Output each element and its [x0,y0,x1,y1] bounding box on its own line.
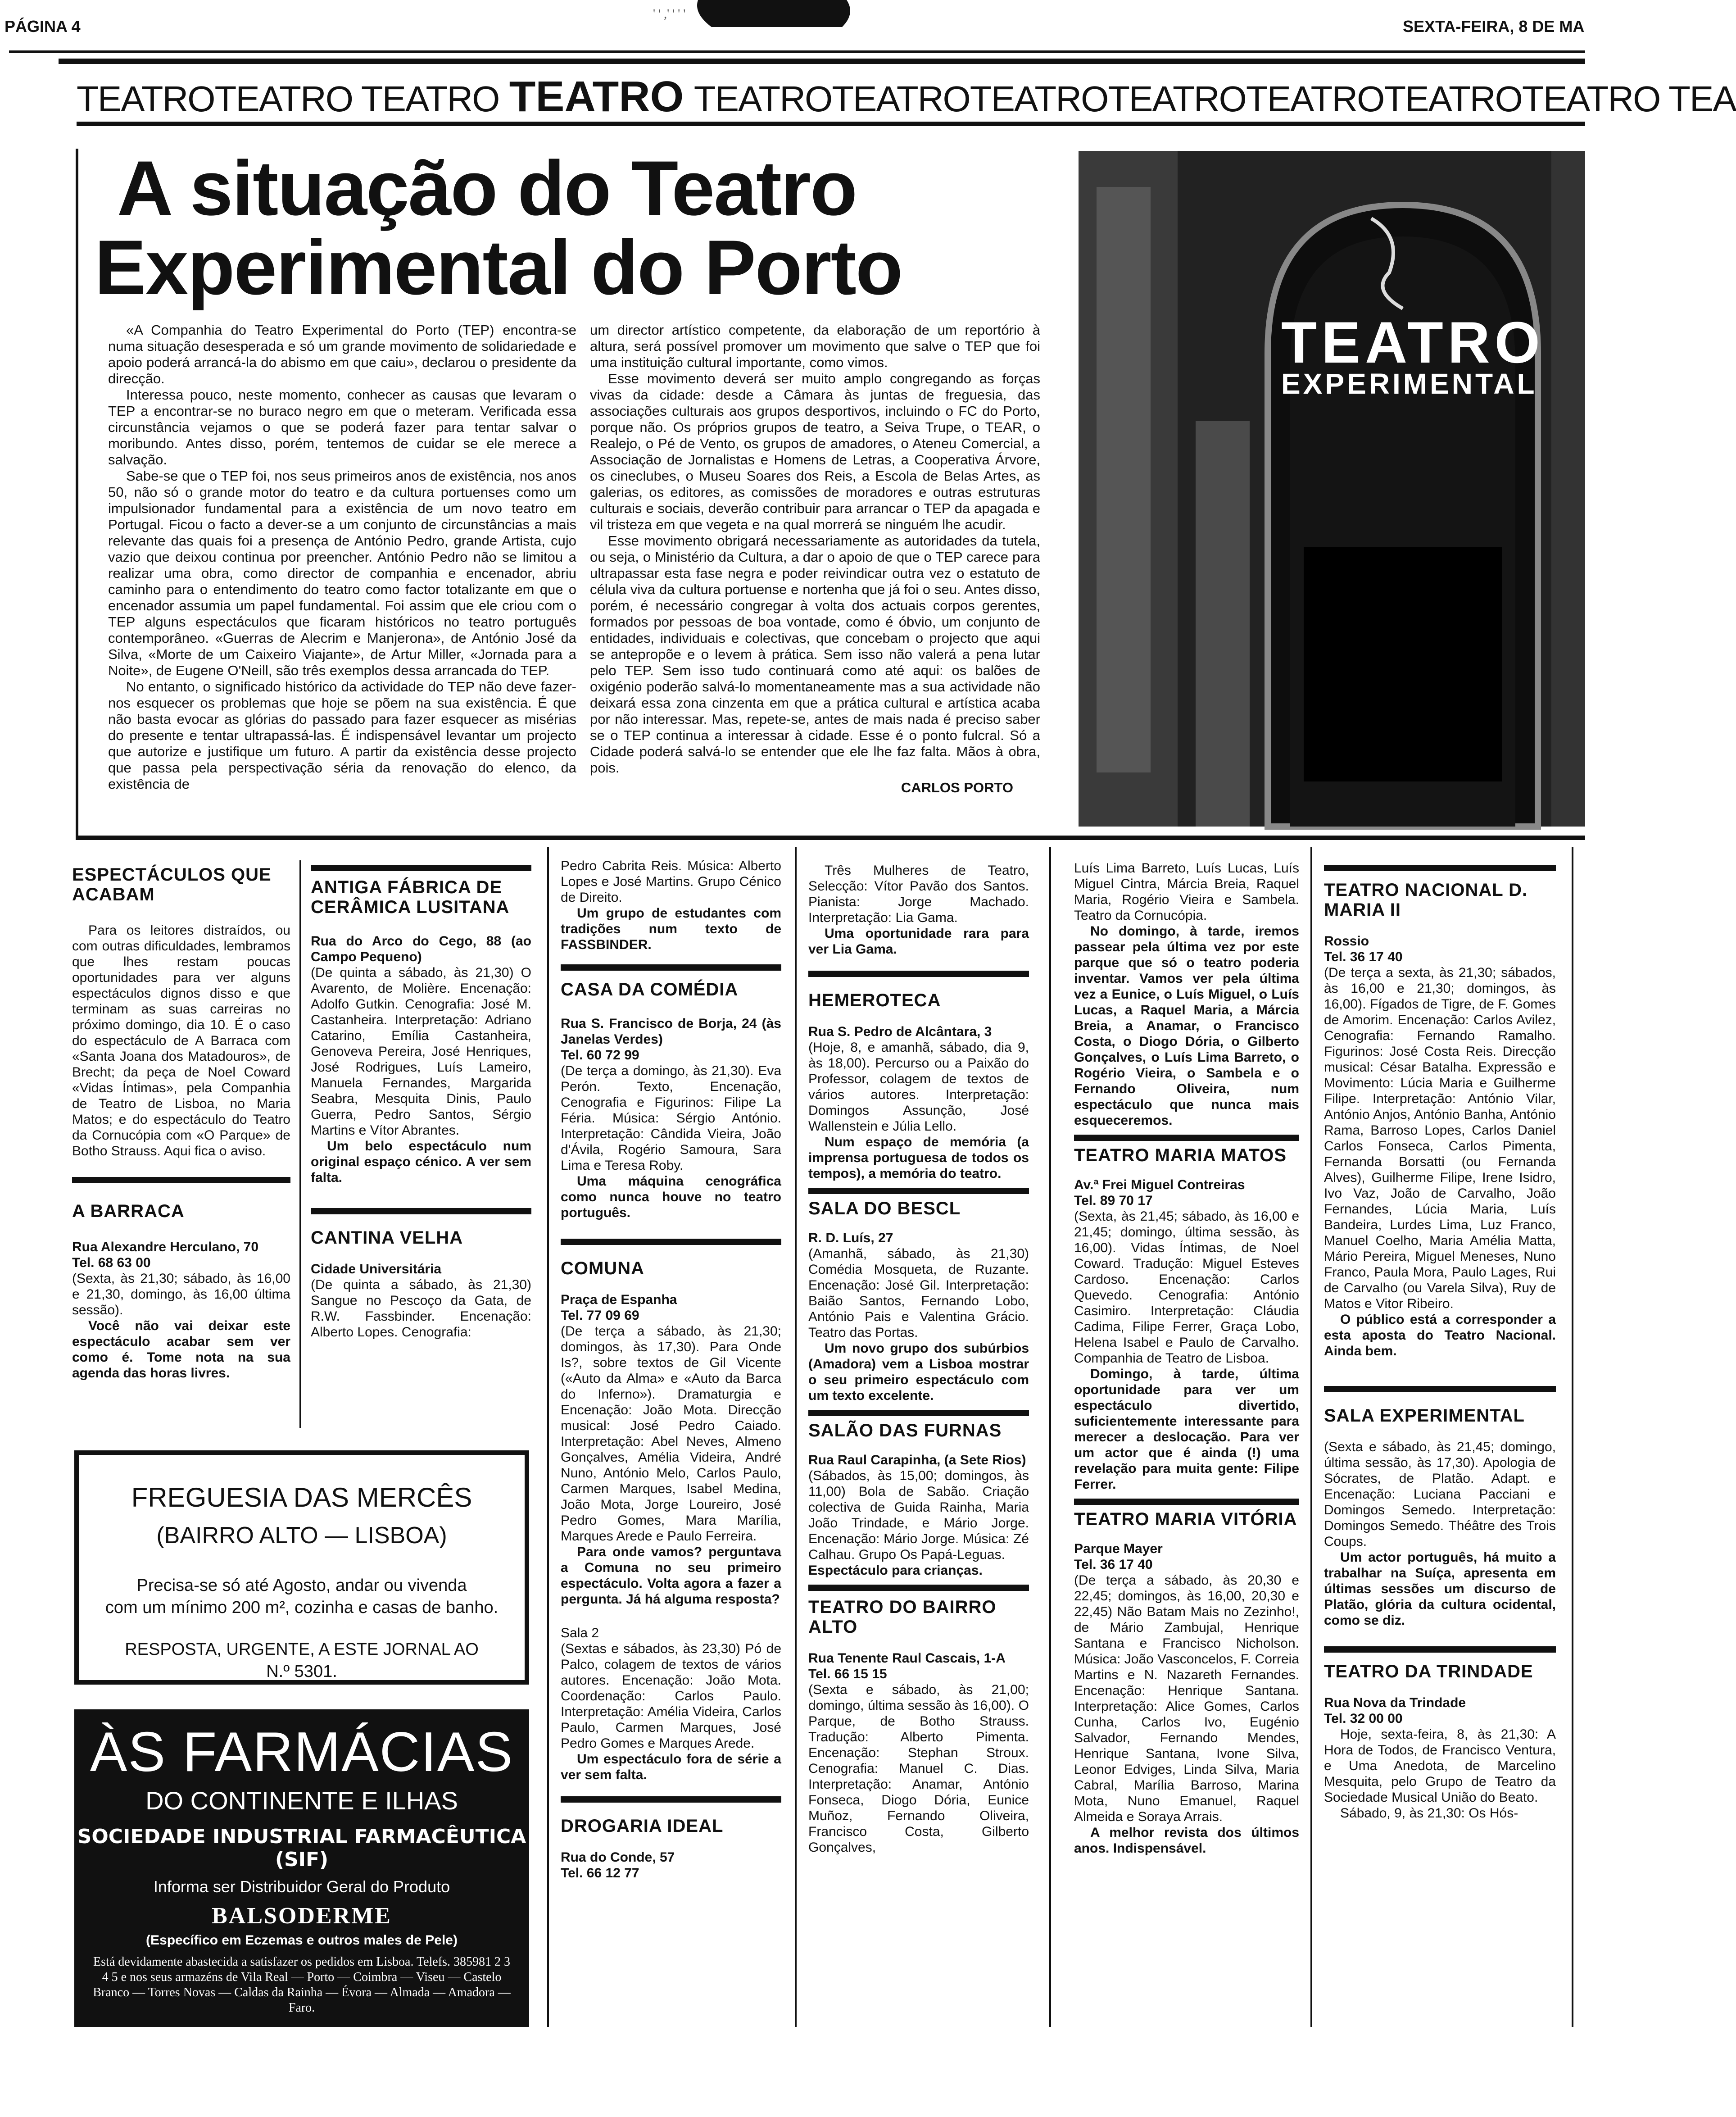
banner-right: TEATROTEATROTEATROTEATROTEATROTEATROTEATRO TEA [693,79,1736,119]
listing-text: (De terça a sábado, às 21,30; domingos, às 17,30). Para Onde Is?, sobre textos de Gil Vicente («Auto da Alma» e «Auto da Barca do Inferno»). Dramaturgia e Encenação: João Mota. Direcção musical: José Pedro Caiado. Interpretação: Abel Neves, Almeno Gonçalves, Amélia Videira, André Nuno, António Melo, Carlos Paulo, Carmen Marques, Isabel Medina, João Mota, Jorge Loureiro, José Pedro Gomes, Mara Marília, Marques Arede e Paulo Ferreira. [561,1324,781,1544]
ad-farm-t2: DO CONTINENTE E ILHAS [145,1786,458,1815]
listing-note: A melhor revista dos últimos anos. Indispensável. [1074,1825,1299,1856]
section-title: ESPECTÁCULOS QUE ACABAM [72,865,272,904]
listing-text: (Sextas e sábados, às 23,30) Pó de Palco, colagem de textos de vários autores. Encenação: João Mota. Coordenação: Carlos Paulo. Interpretação: Amélia Videira, Carlos Paulo, Carmen Marques, José Pedro Gomes e Marques Arede. [561,1641,781,1751]
masthead-logo-icon [644,0,905,32]
masthead-logo [644,0,905,32]
listing-text: (Hoje, 8, e amanhã, sábado, dia 9, às 18,00). Percurso ou a Paixão do Professor, colagem de textos de vários autores. Interpretação: Domingos Assunção, José Wallenstein e Júlia Lello. [808,1040,1029,1134]
listing-address: Cidade Universitária [311,1262,442,1277]
listing-phone: Tel. 36 17 40 [1324,949,1403,964]
article-col-2 [590,322,1040,796]
listing-col-2 [311,865,531,1340]
listing-text: Hoje, sexta-feira, 8, às 21,30: A Hora de Todos, de Francisco Ventura, e Uma Anedota, de Marcelino Mesquita, pelo Grupo de Teatro da Sociedade Musical União do Beato. [1324,1727,1556,1805]
listing-address: Av.ª Frei Miguel Contreiras [1074,1177,1245,1192]
section-title: TEATRO NACIONAL D. MARIA II [1324,880,1528,920]
listing-col-3 [561,858,781,1881]
section-bar [1074,1499,1299,1505]
listing-address: Rua do Conde, 57 [561,1850,675,1865]
listing-phone: Tel. 89 70 17 [1074,1193,1153,1208]
listing-note: Domingo, à tarde, última oportunidade para ver um espectáculo divertido, suficientemente interessante para merecer a deslocação. Para ver um actor que é ainda (!) uma revelação para muita gente: Filipe Ferrer. [1074,1367,1299,1492]
article-para: «A Companhia do Teatro Experimental do Porto (TEP) encontra-se numa situação desesperada e só um grande movimento de solidariedade e apoio poderá arrancá-la do abismo em que caiu», declarou o presidente da direcção. [108,322,576,386]
listing-text: Sábado, 9, às 21,30: Os Hós- [1340,1806,1518,1821]
section-bar [1074,1135,1299,1141]
column-divider [1049,847,1051,2027]
listing-note: Um espectáculo fora de série a ver sem falta. [561,1752,781,1782]
page-date: SEXTA-FEIRA, 8 DE MA [1403,17,1585,36]
listing-text: (De quinta a sábado, às 21,30) O Avarento, de Molière. Encenação: Adolfo Gutkin. Cenografia: José M. Castanheira. Interpretação: Adriano Catarino, Emília Castanheira, Genoveva Pereira, José Henriques, José Rodrigues, Luís Lameiro, Manuela Fernandes, Margarida Seabra, Mesquita Dinis, Paulo Guerra, Pedro Santos, Sérgio Martins e Vítor Abrantes. [311,965,531,1138]
listing-col-5 [1074,860,1299,1856]
listing-text: Luís Lima Barreto, Luís Lucas, Luís Miguel Cintra, Márcia Breia, Raquel Maria, Rogério Vieira e Sambela. Teatro da Cornucópia. [1074,861,1299,923]
listing-address: Rua do Arco do Cego, 88 (ao Campo Pequeno) [311,934,531,964]
ad-merces-l1: Precisa-se só até Agosto, andar ou vivenda [136,1576,467,1595]
section-title: A BARRACA [72,1201,185,1221]
listing-note: Um actor português, há muito a trabalhar na Suíça, apresenta em últimas sessões um discurso de Platão, glória da cultura ocidental, como se diz. [1324,1550,1556,1628]
section-bar [808,1410,1029,1416]
section-bar [808,1585,1029,1591]
article-para: No entanto, o significado histórico da actividade do TEP não deve fazer-nos esquecer os problemas que hoje se põem na sua existência. É que não basta evocar as glórias do passado para fazer esquecer as misérias do presente e tentar ultrapassá-las. É indispensável levantar um projecto que autorize e justifique um futuro. A partir da existência desse projecto que passa pela perspectivação séria da renovação do elenco, da existência de [108,679,576,792]
headline-line-2: Experimental do Porto [95,224,902,311]
section-title: ANTIGA FÁBRICA DE CERÂMICA LUSITANA [311,877,510,917]
section-title: COMUNA [561,1258,644,1278]
listing-phone: Tel. 66 12 77 [561,1866,639,1881]
listing-text: (Sábados, às 15,00; domingos, às 11,00) Bola de Sabão. Criação colectiva de Guida Rainha, Maria João Trindade, e Mário Jorge. Encenação: Mário Jorge. Música: Zé Calhau. Grupo Os Papá-Leguas. [808,1468,1029,1562]
listing-text: (De quinta a sábado, às 21,30) Sangue no Pescoço da Gata, de R.W. Fassbinder. Encenação: Alberto Lopes. Cenografia: [311,1277,531,1340]
section-bar [808,1188,1029,1194]
headline [95,145,1040,311]
listing-note: Um grupo de estudantes com tradições num texto de FASSBINDER. [561,906,781,952]
article-para: um director artístico competente, da elaboração de um reportório à altura, será possível promover um movimento que salve o TEP que foi uma instituição cultural importante, como vimos. [590,322,1040,370]
listing-phone: Tel. 32 00 00 [1324,1711,1403,1726]
section-title: TEATRO DA TRINDADE [1324,1662,1533,1681]
section-title: TEATRO DO BAIRRO ALTO [808,1597,997,1637]
listing-text: (De terça a domingo, às 21,30). Eva Perón. Texto, Encenação, Cenografia e Figurinos: Filipe La Féria. Música: Sérgio António. Interpretação: Cândida Vieira, João d'Ávila, Rogério Samoura, Sara Lima e Teresa Roby. [561,1063,781,1173]
article-para: Interessa pouco, neste momento, conhecer as causas que levaram o TEP a encontrar-se no buraco negro em que o meteram. Verificada essa circunstância vejamos o que se poderá fazer para tentar salvar o moribundo. Antes disso, porém, tentemos de cuidar se ele merece a salvação. [108,387,576,468]
section-bar [311,865,531,871]
section-title: DROGARIA IDEAL [561,1816,724,1836]
column-divider [795,847,797,2027]
section-bar [561,1796,781,1803]
listing-address: Rua Raul Carapinha, (a Sete Rios) [808,1453,1026,1467]
section-title: TEATRO MARIA MATOS [1074,1145,1287,1165]
ad-farm-t5: BALSODERME [212,1903,392,1929]
listing-address: R. D. Luís, 27 [808,1231,893,1245]
listing-address: Rua S. Francisco de Borja, 24 (às Janelas Verdes) [561,1016,781,1047]
section-bar [561,1239,781,1245]
listing-address: Rua Alexandre Herculano, 70 [72,1240,259,1254]
banner-main: TEATRO [509,73,684,121]
section-title: CASA DA COMÉDIA [561,980,739,999]
ad-merces-l2: com um mínimo 200 m², cozinha e casas de banho. [105,1598,499,1617]
article-bottom-rule [76,836,1585,840]
teatro-photo [1079,151,1585,827]
listing-note: Você não vai deixar este espectáculo acabar sem ver como é. Tome nota na sua agenda das horas livres. [72,1318,290,1381]
section-bar [1324,1386,1556,1392]
section-bar [561,964,781,971]
article-col-1 [108,322,576,792]
header-rule-top [9,50,1585,53]
listing-note: Um belo espectáculo num original espaço cénico. A ver sem falta. [311,1139,531,1185]
section-title: CANTINA VELHA [311,1228,463,1248]
listing-address: Parque Mayer [1074,1541,1163,1556]
section-bar [808,971,1029,977]
listing-col-1 [72,865,290,1381]
page-number: PÁGINA 4 [5,17,81,36]
column-divider [299,860,301,1428]
column-divider [1572,847,1573,2027]
ad-merces-sub: (BAIRRO ALTO — LISBOA) [156,1522,447,1549]
listing-note: Espectáculo para crianças. [808,1563,983,1578]
section-bar [1324,865,1556,871]
listing-phone: Tel. 68 63 00 [72,1255,151,1270]
banner-left: TEATROTEATRO TEATRO [77,79,499,119]
listing-note: No domingo, à tarde, iremos passear pela última vez por este parque que só o teatro poderia inventar. Vamos ver pela última vez a Eunice, o Luís Miguel, o Luís Lucas, a Raquel Maria, a Márcia Breia, a Anamar, o Francisco Costa, o Diogo Dória, o Gilberto Gonçalves, o Luís Lima Barreto, o Rogério Vieira, o Sambela e o Fernando Oliveira, num espectáculo que nunca mais esqueceremos. [1074,924,1299,1128]
listing-note: Uma máquina cenográfica como nunca houve no teatro português. [561,1174,781,1220]
listing-text: (Sexta e sábado, às 21,00; domingo, última sessão às 16,00). O Parque, de Botho Strauss. Tradução: Alberto Pimenta. Encenação: Stephan Stroux. Cenografia: Manuel C. Dias. Interpretação: Anamar, António Fonseca, Diogo Dória, Eunice Muñoz, Fernando Oliveira, Francisco Costa, Gilberto Gonçalves, [808,1682,1029,1855]
ad-merces-title: FREGUESIA DAS MERCÊS [131,1482,472,1513]
listing-address: Praça de Espanha [561,1292,677,1307]
section-title: SALA EXPERIMENTAL [1324,1406,1525,1426]
ad-merces [74,1450,529,1685]
listing-phone: Tel. 36 17 40 [1074,1557,1153,1572]
section-title: TEATRO MARIA VITÓRIA [1074,1509,1297,1529]
listing-text: (De terça a sexta, às 21,30; sábados, às 16,00 e 21,30; domingos, às 16,00). Fígados de Tigre, de F. Gomes de Amorim. Encenação: Carlos Avilez, Cenografia: Fernando Ramalho. Figurinos: José Costa Reis. Direcção musical: César Batalha. Expressão e Movimento: Lúcia Maria e Guilherme Filipe. Interpretação: António Vilar, António Anjos, António Banha, António Rama, Barroso Lopes, Carlos Daniel Carlos Fonseca, Carlos Pimenta, Fernanda Borsatti (ou Fernanda Alves), Guilherme Filipe, Irene Isidro, Ivo Vaz, João de Carvalho, João Fernandes, Lúcia Maria, Luís Bandeira, Lurdes Lima, Luz Franco, Manuel Coelho, Maria Amélia Matta, Mário Pereira, Miguel Meneses, Nuno Franco, Paula Mora, Paulo Lages, Rui de Carvalho (ou Varela Silva), Ruy de Matos e Vitor Ribeiro. [1324,965,1556,1311]
listing-text: (Sexta e sábado, às 21,45; domingo, última sessão, às 17,30). Apologia de Sócrates, de Platão. Adapt. e Encenação: Luciana Pacciani e Domingos Semedo. Interpretação: Domingos Semedo. Théâtre des Trois Coups. [1324,1440,1556,1549]
listing-text: (Amanhã, sábado, às 21,30) Comédia Mosqueta, de Ruzante. Encenação: José Gil. Interpretação: Baião Santos, Fernando Lobo, António Pais e Valentina Grácio. Teatro das Portas. [808,1246,1029,1340]
listing-text: Três Mulheres de Teatro, Selecção: Vítor Pavão dos Santos. Pianista: Jorge Machado. Interpretação: Lia Gama. [808,863,1029,925]
section-title: SALA DO BESCL [808,1199,961,1218]
listing-phone: Tel. 60 72 99 [561,1048,639,1063]
listing-note: O público está a corresponder a esta aposta do Teatro Nacional. Ainda bem. [1324,1312,1556,1358]
listing-col-6 [1324,865,1556,1821]
listing-note: Uma oportunidade rara para ver Lia Gama. [808,926,1029,957]
headline-line-1: A situação do Teatro [117,145,857,232]
listing-address: Rossio [1324,934,1369,949]
ad-farmacias [74,1709,529,2027]
listing-note: Num espaço de memória (a imprensa portuguesa de todos os tempos), a memória do teatro. [808,1135,1029,1181]
svg-text:' ' ,' ' ' ': ' ' ,' ' ' ' [653,7,686,21]
ad-farm-t1: ÀS FARMÁCIAS [90,1721,514,1783]
listing-phone: Tel. 66 15 15 [808,1667,887,1681]
listing-text: (De terça a sábado, às 20,30 e 22,45; domingos, às 16,00, 20,30 e 22,45) Não Batam Mais no Zezinho!, de Mário Zambujal, Henrique Santana e Francisco Nicholson. Música: João Vasconcelos, F. Correia Martins e N. Nazareth Fernandes. Encenação: Henrique Santana. Interpretação: Alice Gomes, Carlos Cunha, Carlos Ivo, Eugénio Salvador, Fernando Mendes, Henrique Santana, Ivone Silva, Leonor Edviges, Linda Silva, Maria Cabral, Marília Barroso, Marina Mota, Nuno Emanuel, Raquel Almeida e Soraya Arrais. [1074,1573,1299,1824]
section-title: HEMEROTECA [808,990,941,1010]
section-bar [72,1177,290,1183]
listing-text: (Sexta, às 21,45; sábado, às 16,00 e 21,45; domingo, última sessão, às 16,00). Vidas Íntimas, de Noel Coward. Tradução: Miguel Esteves Cardoso. Encenação: Carlos Quevedo. Cenografia: António Casimiro. Interpretação: Cláudia Cadima, Filipe Ferrer, Graça Lobo, Helena Isabel e Paulo de Carvalho. Companhia de Teatro de Lisboa. [1074,1209,1299,1366]
listing-address: Rua Nova da Trindade [1324,1695,1466,1710]
article-para: Esse movimento obrigará necessariamente as autoridades da tutela, ou seja, o Ministério da Cultura, a dar o apoio de que o TEP carece para ultrapassar esta fase negra e poder reivindicar outra vez o estatuto de célula viva da cultura portuense e nortenha que já foi o seu. Antes disso, porém, é necessário congregar à volta dos actuais corpos gerentes, formados por pessoas de boa vontade, como é óbvio, um conjunto de entidades, individuais e colectivas, que concebam o projecto que aqui se antepropõe e o levem à prática. Sem isso não valerá a pena lutar pelo TEP. Sem isso tudo continuará como até aqui: os balões de oxigénio poderão salvá-lo momentaneamente mas a sua actividade não deixará essa zona cinzenta em que a prática cultural e artística acaba por não interessar. Mas, repete-se, antes de mais nada é preciso saber se o TEP continua a interessar à cidade. Esse é o ponto fulcral. Só a Cidade poderá salvá-lo se entender que ele lhe faz falta. Mãos à obra, pois. [590,533,1040,776]
article-para: Sabe-se que o TEP foi, nos seus primeiros anos de existência, nos anos 50, não só o grande motor do teatro e da cultura portuenses como um impulsionador fundamental para a existência de um novo teatro em Portugal. Ficou o facto a dever-se a um conjunto de circunstâncias a mais relevante das quais foi a presença de António Pedro, grande Artista, cujo vazio que deixou continua por preencher. António Pedro não se limitou a realizar uma obra, como director de companhia e encenador, abriu caminho para o entendimento do teatro como factor totalizante em que o encenador assumia um papel fundamental. Foi assim que ele criou com o TEP alguns espectáculos que ficaram históricos no teatro português contemporâneo. «Guerras de Alecrim e Manjerona», de António José da Silva, «Morte de um Caixeiro Viajante», de Artur Miller, «Jornada para a Noite», de Eugene O'Neill, são três exemplos dessa arrancada do TEP. [108,468,576,678]
banner-rule [77,122,1585,126]
listing-note: Para onde vamos? perguntava a Comuna no seu primeiro espectáculo. Volta agora a fazer a pergunta. Já há alguma resposta? [561,1545,781,1607]
section-banner [77,72,1736,122]
listing-address: Rua S. Pedro de Alcântara, 3 [808,1024,992,1039]
header-rule-2 [59,59,1585,64]
article-author: CARLOS PORTO [901,780,1013,795]
listing-sub: Sala 2 [561,1626,599,1640]
listing-col-4 [808,863,1029,1855]
listing-text: Pedro Cabrita Reis. Música: Alberto Lopes e José Martins. Grupo Cénico de Direito. [561,859,781,905]
ad-farm-t3: SOCIEDADE INDUSTRIAL FARMACÊUTICA (SIF) [77,1825,526,1871]
column-divider [1310,847,1312,2027]
column-divider [547,847,549,2027]
listing-address: Rua Tenente Raul Cascais, 1-A [808,1651,1006,1666]
listing-text: Para os leitores distraídos, ou com outras dificuldades, lembramos que lhes restam poucas oportunidades para ver alguns espectáculos dignos disso e que terminam as suas carreiras no próximo domingo, dia 10. É o caso do espectáculo de A Barraca com «Santa Joana dos Matadouros», de Brecht; da peça de Noel Coward «Vidas Íntimas», pela Companhia de Teatro de Lisboa, no Maria Matos; e do espectáculo do Teatro da Cornucópia com «O Parque» de Botho Strauss. Aqui fica o aviso. [72,923,290,1158]
photo-sign-1: TEATRO [1281,309,1545,375]
section-title: SALÃO DAS FURNAS [808,1421,1002,1440]
ad-farm-t7: Está devidamente abastecida a satisfazer os pedidos em Lisboa. Telefs. 385981 2 3 4 5 e nos seus armazéns de Vila Real — Porto — Coimbra — Viseu — Castelo Branco — Torres Novas — Caldas da Rainha — Évora — Almada — Amadora — Faro. [93,1955,511,2015]
ad-merces-l4: N.º 5301. [266,1662,337,1681]
listing-text: (Sexta, às 21,30; sábado, às 16,00 e 21,30, domingo, às 16,00 última sessão). [72,1271,290,1317]
ad-farm-t6: (Específico em Eczemas e outros males de Pele) [146,1933,458,1948]
listing-phone: Tel. 77 09 69 [561,1308,639,1323]
ad-merces-l3: RESPOSTA, URGENTE, A ESTE JORNAL AO [125,1640,479,1659]
ad-farm-t4: Informa ser Distribuidor Geral do Produto [153,1877,450,1896]
article-para: Esse movimento deverá ser muito amplo congregando as forças vivas da cidade: desde a Câmara às juntas de freguesia, das associações culturais aos grupos desportivos, incluindo o FC do Porto, porque não. Os próprios grupos de teatro, a Seiva Trupe, o TEAR, o Realejo, o Pé de Vento, os grupos de amadores, o Ateneu Comercial, a Associação de Jornalistas e Homens de Letras, a Cooperativa Árvore, os cineclubes, o Museu Soares dos Reis, a Escola de Belas Artes, as galerias, os editores, as comissões de moradores e outras estruturas culturais e sociais, deverão contribuir para arrancar o TEP da apagada e vil tristeza em que vegeta e na qual morrerá se ninguém lhe acudir. [590,371,1040,532]
photo-illustration [1079,151,1585,827]
photo-sign-2: EXPERIMENTAL [1281,368,1537,400]
listing-note: Um novo grupo dos subúrbios (Amadora) vem a Lisboa mostrar o seu primeiro espectáculo com um texto excelente. [808,1341,1029,1403]
article-frame-left [76,149,78,838]
section-bar [1324,1646,1556,1653]
section-bar [311,1208,531,1214]
